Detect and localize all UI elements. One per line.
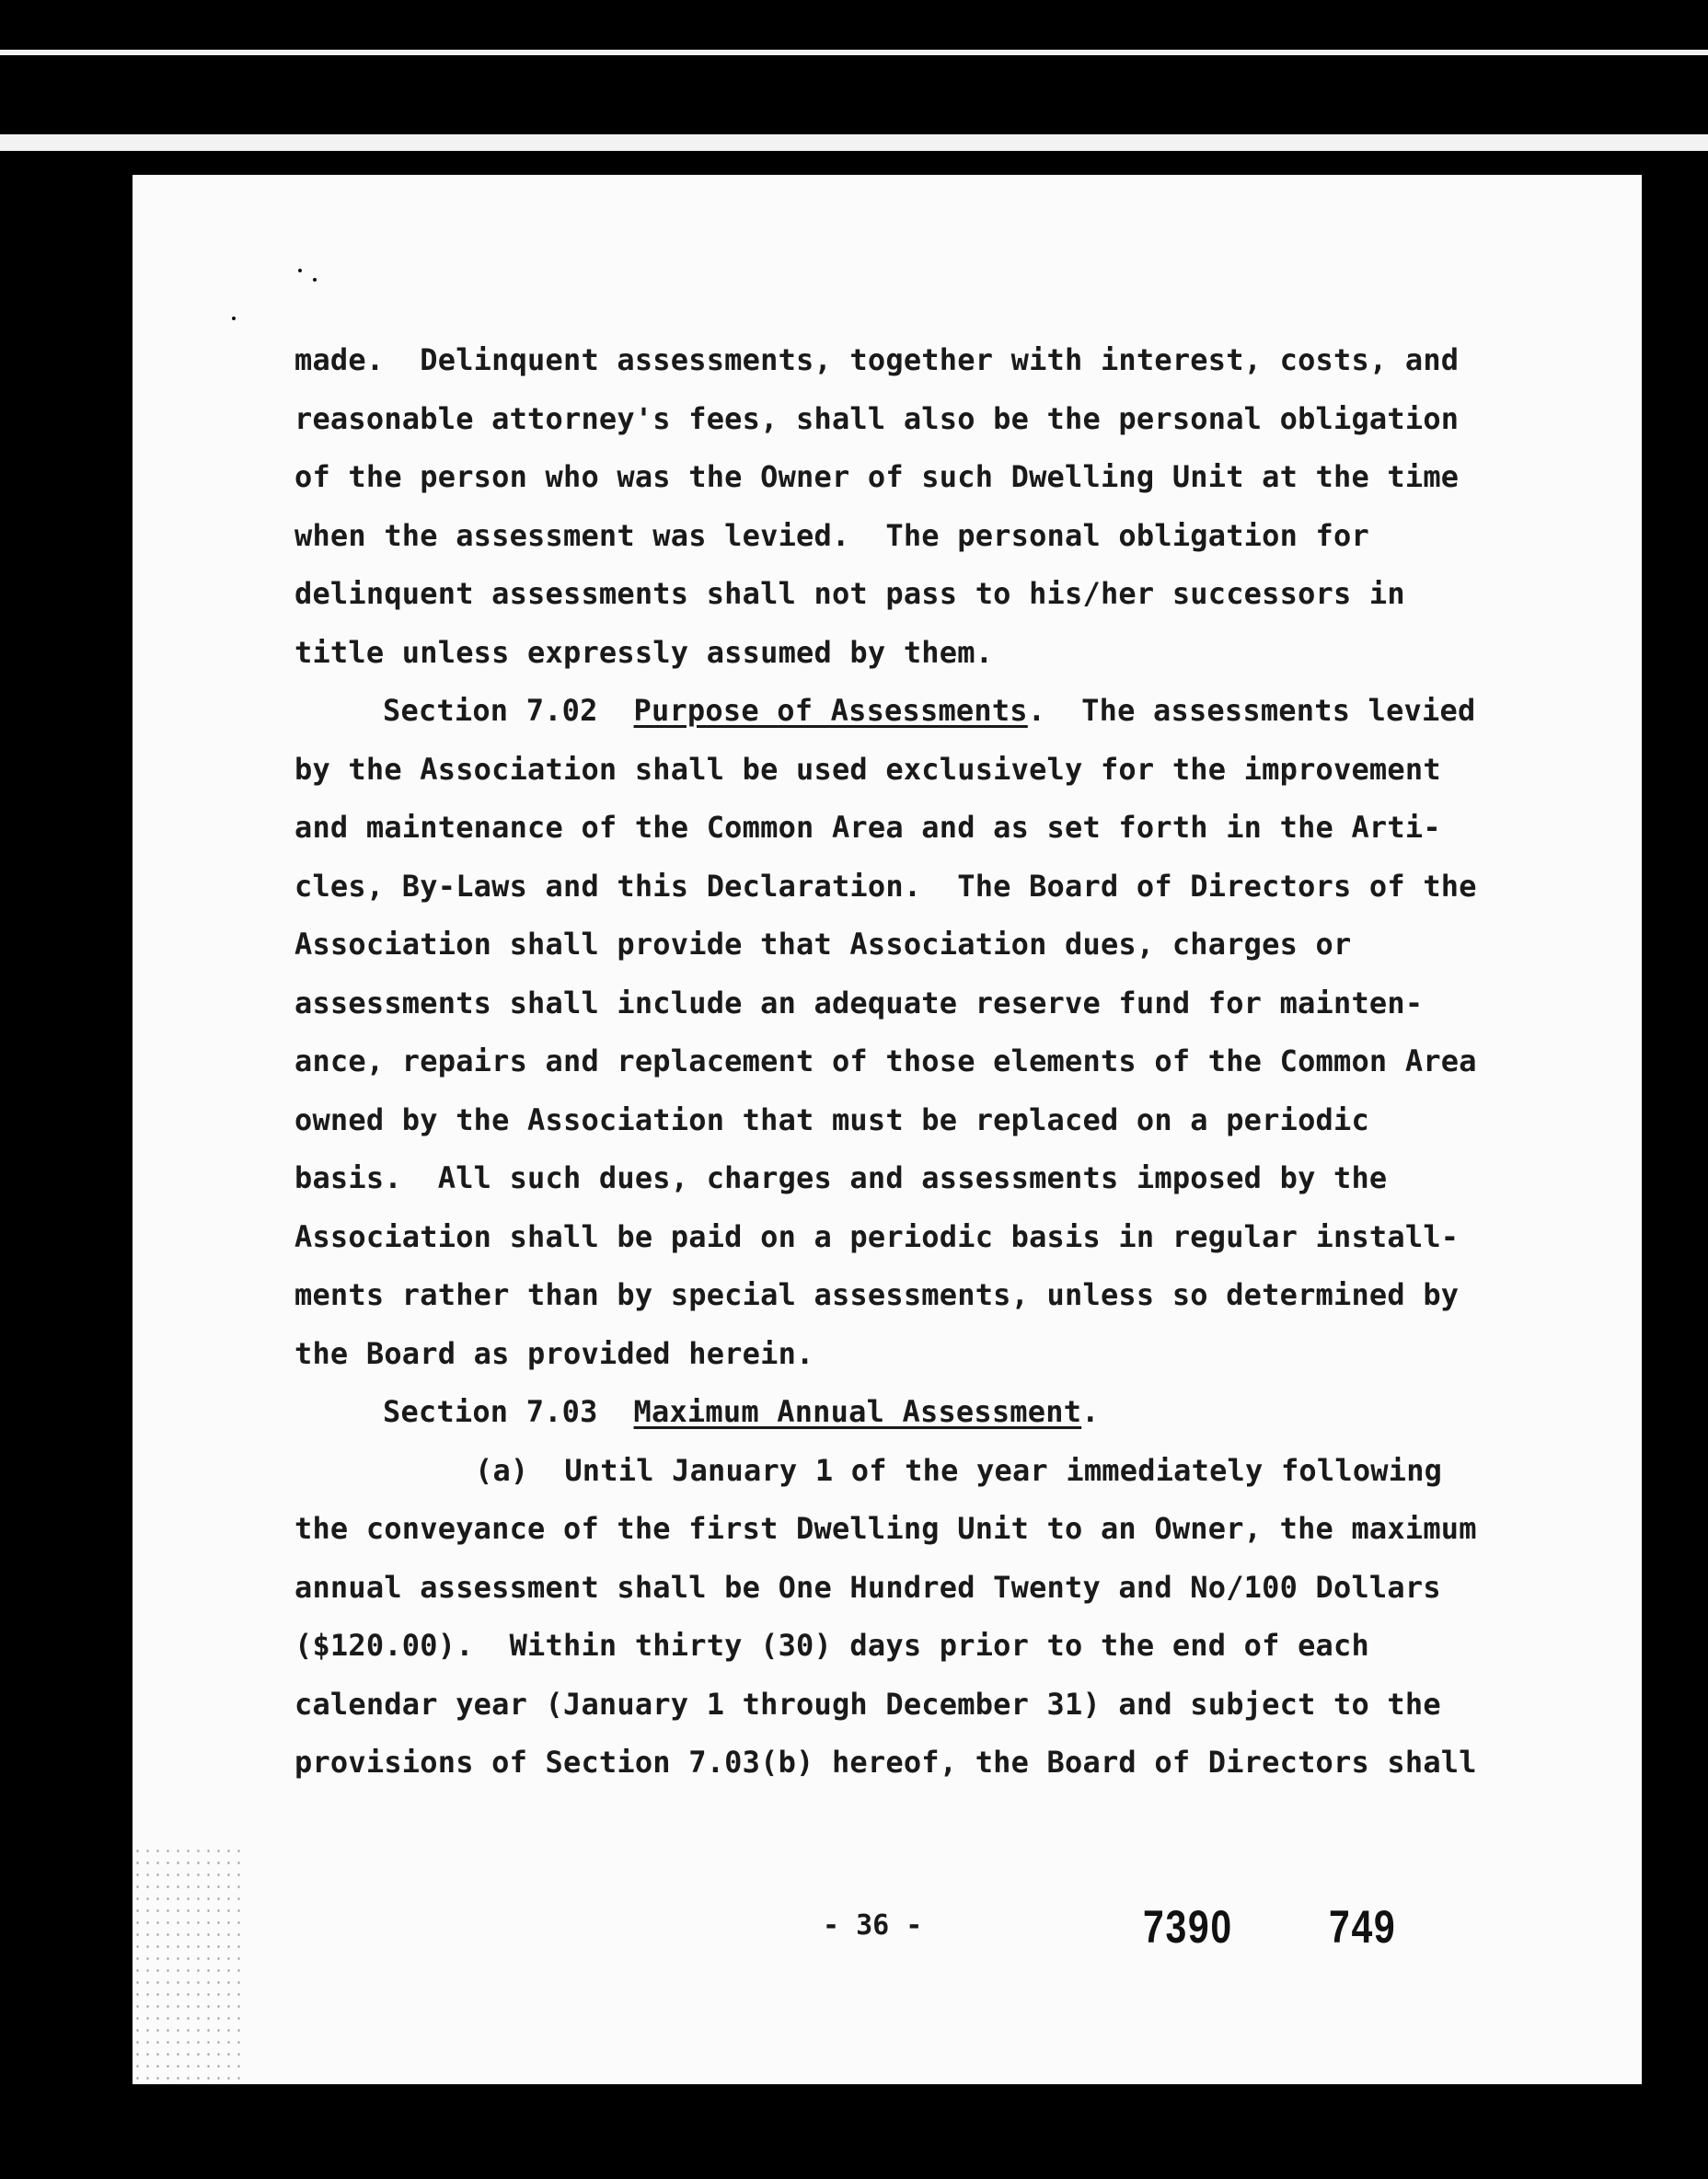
body-line: ($120.00). Within thirty (30) days prior to the end of each (294, 1628, 1369, 1663)
document-body (294, 331, 1509, 1793)
body-line: the conveyance of the first Dwelling Unit to an Owner, the maximum (294, 1511, 1477, 1546)
page-number: - 36 - (823, 1909, 923, 1942)
body-line: calendar year (January 1 through December 31) and subject to the (294, 1686, 1441, 1722)
body-line: by the Association shall be used exclusively for the improvement (294, 751, 1441, 787)
section-702-heading-line (294, 682, 1509, 741)
body-line: ance, repairs and replacement of those elements of the Common Area (294, 1043, 1477, 1078)
scan-speck (298, 269, 302, 272)
body-line: owned by the Association that must be replaced on a periodic (294, 1101, 1369, 1137)
body-line: annual assessment shall be One Hundred Twenty and No/100 Dollars (294, 1569, 1441, 1605)
body-line: assessments shall include an adequate reserve fund for mainten- (294, 985, 1424, 1020)
section-703-heading-line (294, 1383, 1509, 1442)
section-number: Section 7.02 (383, 693, 598, 728)
subsection-a-line: (a) Until January 1 of the year immediately following (475, 1452, 1443, 1488)
scan-border-line-top (0, 50, 1708, 55)
scan-speck (232, 317, 236, 320)
body-text: . The assessments levied (1027, 693, 1476, 728)
document-stamp-number: 7390 (1143, 1901, 1233, 1953)
body-line: title unless expressly assumed by them. (294, 634, 994, 670)
scan-noise (133, 1845, 243, 2084)
document-page (133, 175, 1642, 2084)
body-line: of the person who was the Owner of such Dwelling Unit at the time (294, 459, 1460, 494)
scan-speck (313, 278, 317, 282)
body-text: . (1081, 1394, 1100, 1429)
body-line: Association shall provide that Association dues, charges or (294, 927, 1352, 962)
body-line: Association shall be paid on a periodic basis in regular install- (294, 1218, 1460, 1254)
section-title: Purpose of Assessments (633, 693, 1028, 728)
scan-border-band (0, 134, 1708, 151)
body-line: delinquent assessments shall not pass to his/her successors in (294, 576, 1405, 611)
body-line: provisions of Section 7.03(b) hereof, the Board of Directors shall (294, 1745, 1477, 1780)
section-title: Maximum Annual Assessment (633, 1394, 1082, 1429)
body-line: the Board as provided herein. (294, 1335, 814, 1371)
body-line: cles, By-Laws and this Declaration. The Board of Directors of the (294, 868, 1477, 904)
body-line: made. Delinquent assessments, together with interest, costs, and (294, 342, 1460, 377)
document-stamp-number: 749 (1329, 1901, 1397, 1953)
body-line: when the assessment was levied. The personal obligation for (294, 517, 1369, 553)
body-line: reasonable attorney's fees, shall also be the personal obligation (294, 400, 1460, 436)
body-line: basis. All such dues, charges and assessments imposed by the (294, 1160, 1388, 1195)
section-number: Section 7.03 (383, 1394, 598, 1429)
body-line: ments rather than by special assessments, unless so determined by (294, 1277, 1460, 1312)
body-line: and maintenance of the Common Area and as set forth in the Arti- (294, 810, 1441, 845)
